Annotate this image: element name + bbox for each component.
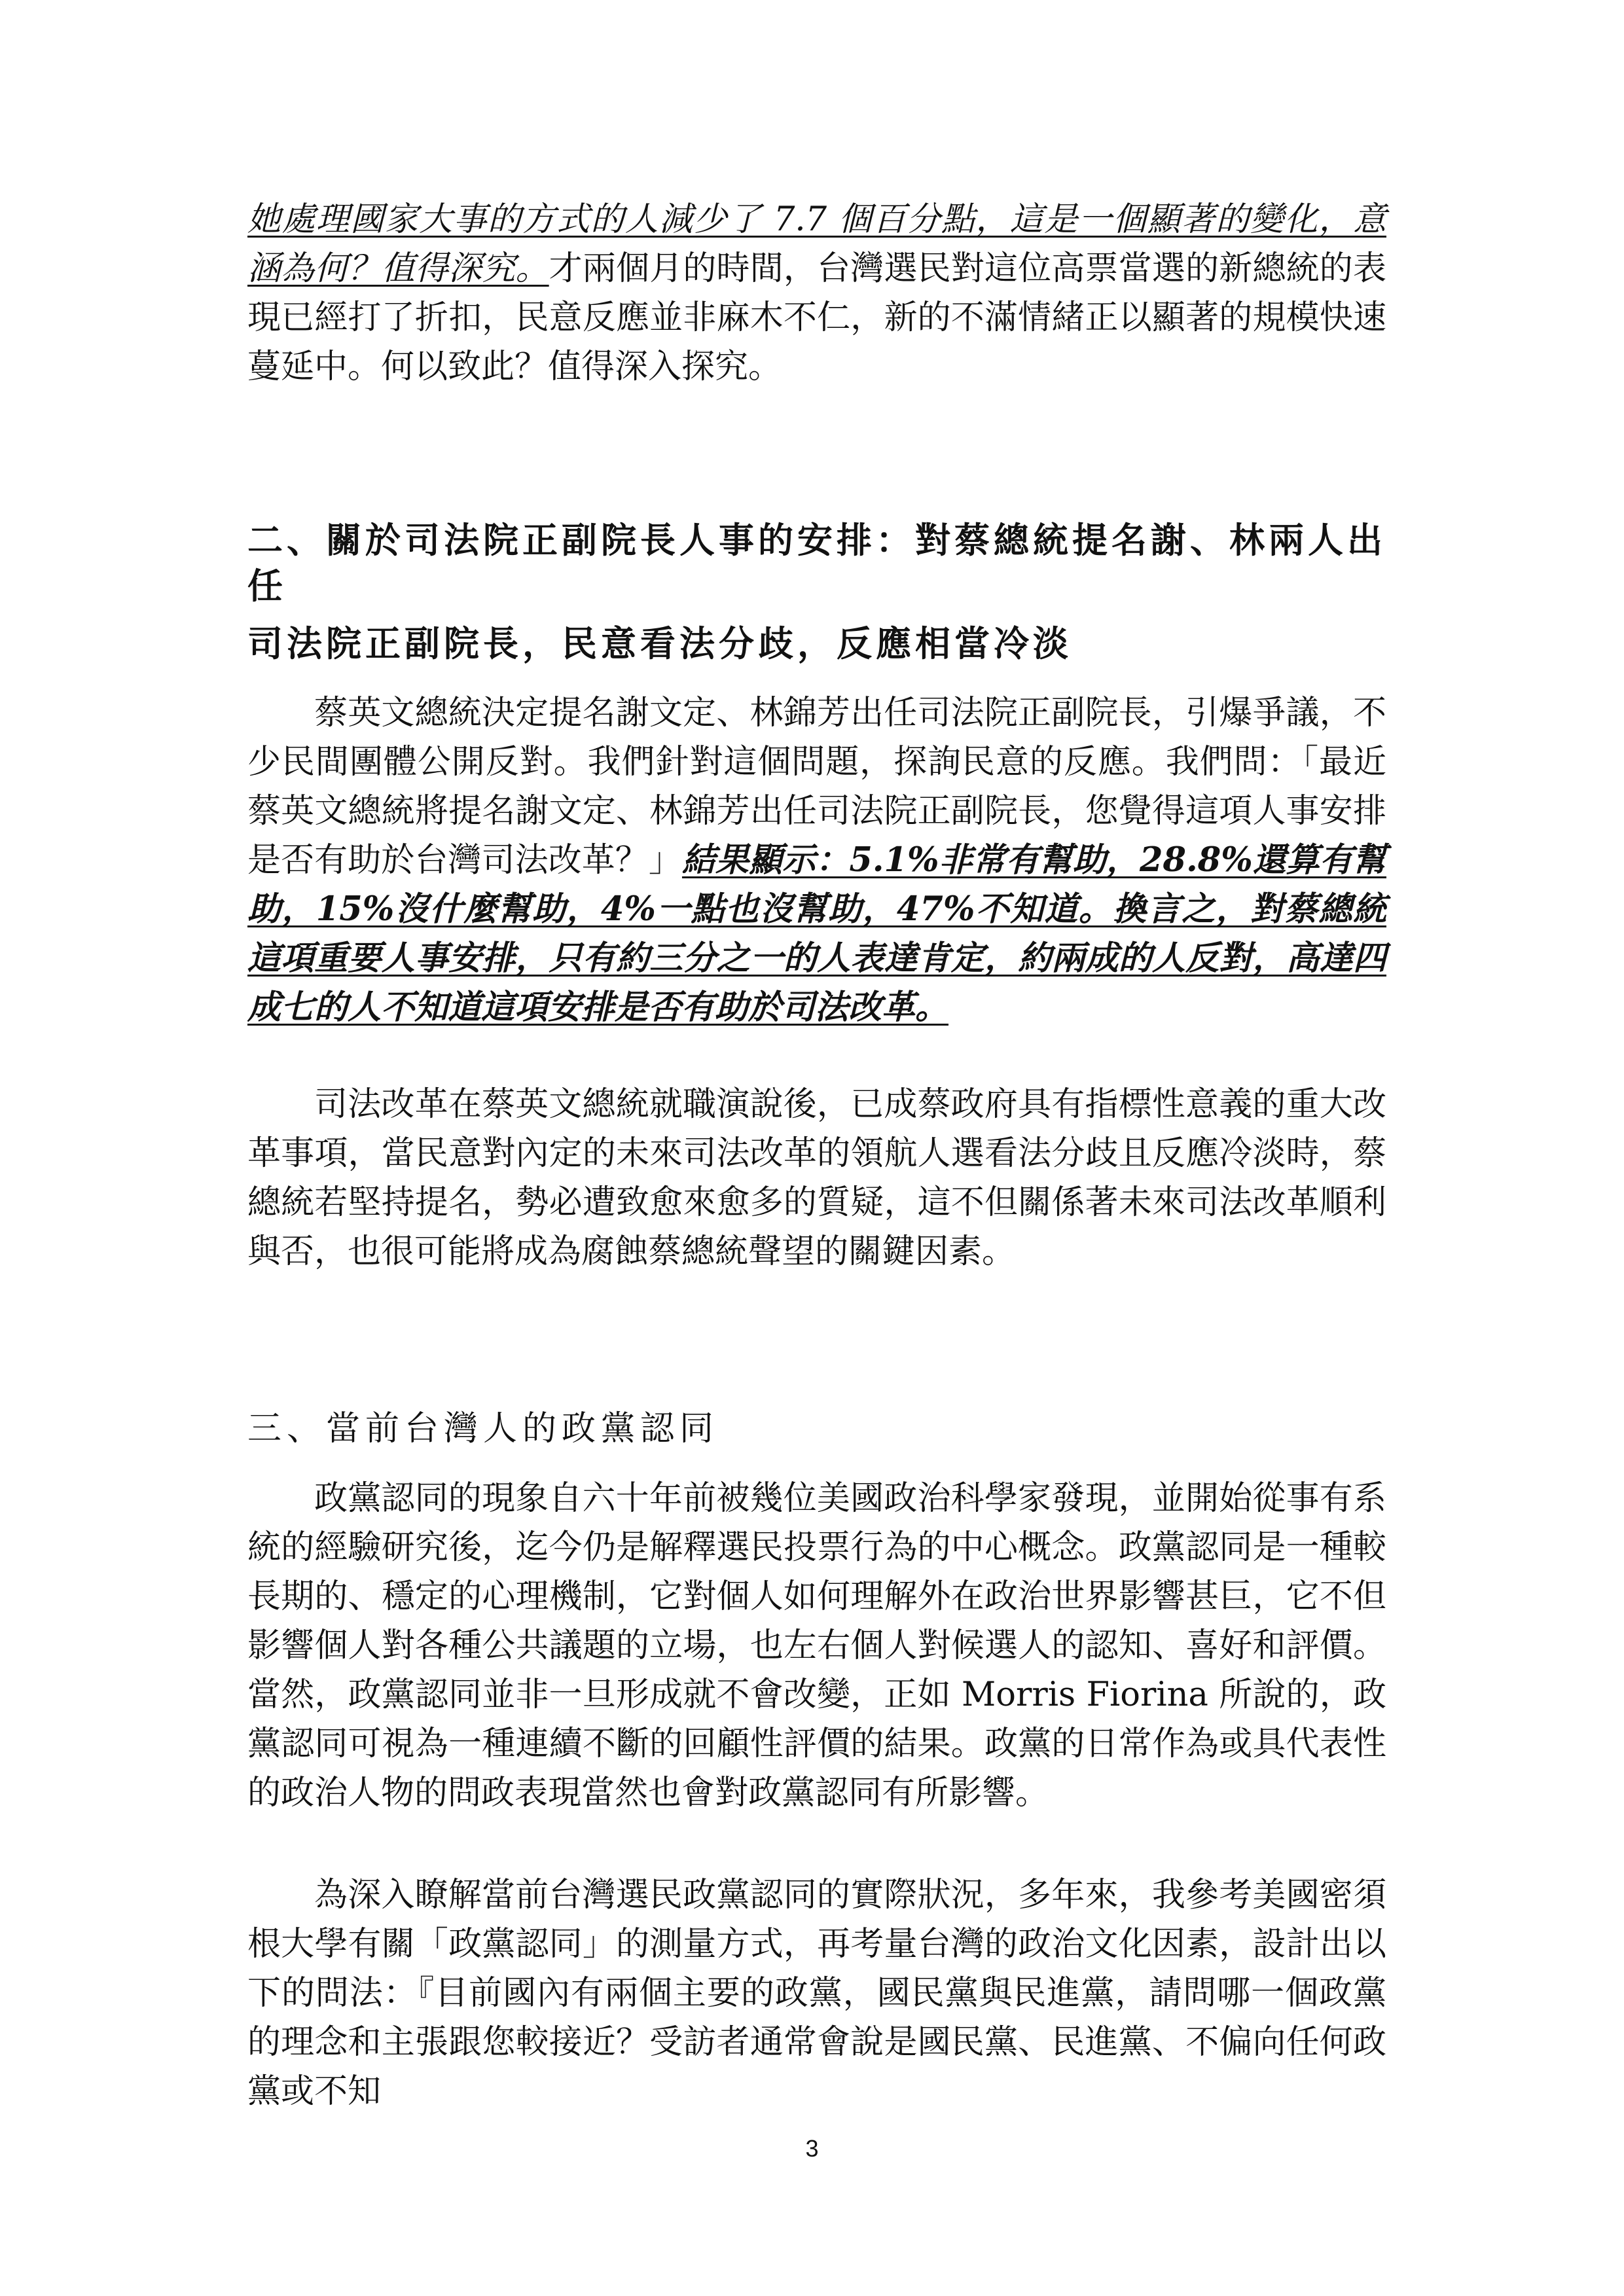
section-3-paragraph-2: 為深入瞭解當前台灣選民政黨認同的實際狀況，多年來，我參考美國密須根大學有關「政黨認同」的測量方式，再考量台灣的政治文化因素，設計出以下的問法：『目前國內有兩個主要的政黨，國民黨與民進黨，請問哪一個政黨的理念和主張跟您較接近？受訪者通常會說是國民黨、民進黨、不偏向任何政黨或不知 — [247, 1876, 1386, 2111]
section-2-paragraph-2: 司法改革在蔡英文總統就職演說後，已成蔡政府具有指標性意義的重大改革事項，當民意對內定的未來司法改革的領航人選看法分歧且反應冷淡時，蔡總統若堅持提名，勢必遭致愈來愈多的質疑，這不但關係著未來司法改革順利與否，也很可能將成為腐蝕蔡總統聲望的關鍵因素。 — [247, 1085, 1386, 1271]
emphasized-results: 結果顯示：5.1%非常有幫助，28.8%還算有幫助，15%沒什麼幫助，4%一點也沒幫助，47%不知道。換言之，對蔡總統這項重要人事安排，只有約三分之一的人表達肯定，約兩成的人反對，高達四成七的人不知道這項安排是否有助於司法改革。 — [247, 840, 1386, 1027]
paragraph-text: 才兩個月的時間，台灣選民對這位高票當選的新總統的表現已經打了折扣，民意反應並非麻木不仁，新的不滿情緒正以顯著的規模快速蔓延中。何以致此？值得深入探究。 — [247, 249, 1386, 386]
section-2-paragraph-1 — [247, 689, 1386, 1032]
emphasized-text: 她處理國家大事的方式的人減少了 7.7 個百分點，這是一個顯著的變化，意涵為何？值得深究。 — [247, 200, 1386, 288]
paragraph-continuation — [247, 195, 1386, 391]
section-3-heading: 三、當前台灣人的政黨認同 — [247, 1409, 719, 1448]
page-number: 3 — [805, 2135, 819, 2162]
paragraph-text: 蔡英文總統決定提名謝文定、林錦芳出任司法院正副院長，引爆爭議，不少民間團體公開反對。我們針對這個問題，探詢民意的反應。我們問：「最近蔡英文總統將提名謝文定、林錦芳出任司法院正副院長，您覺得這項人事安排是否有助於台灣司法改革？」 — [247, 694, 1386, 880]
section-3-paragraph-1: 政黨認同的現象自六十年前被幾位美國政治科學家發現，並開始從事有系統的經驗研究後，迄今仍是解釋選民投票行為的中心概念。政黨認同是一種較長期的、穩定的心理機制，它對個人如何理解外在政治世界影響甚巨，它不但影響個人對各種公共議題的立場，也左右個人對候選人的認知、喜好和評價。當然，政黨認同並非一旦形成就不會改變，正如 Morris Fiorina 所說的，政黨認同可視為一種連續不斷的回顧性評價的結果。政黨的日常作為或具代表性的政治人物的問政表現當然也會對政黨認同有所影響。 — [247, 1479, 1386, 1812]
section-2-heading-line-1: 二、關於司法院正副院長人事的安排：對蔡總統提名謝、林兩人出任 — [247, 519, 1386, 607]
section-2-heading-line-2: 司法院正副院長，民意看法分歧，反應相當冷淡 — [247, 622, 1072, 664]
